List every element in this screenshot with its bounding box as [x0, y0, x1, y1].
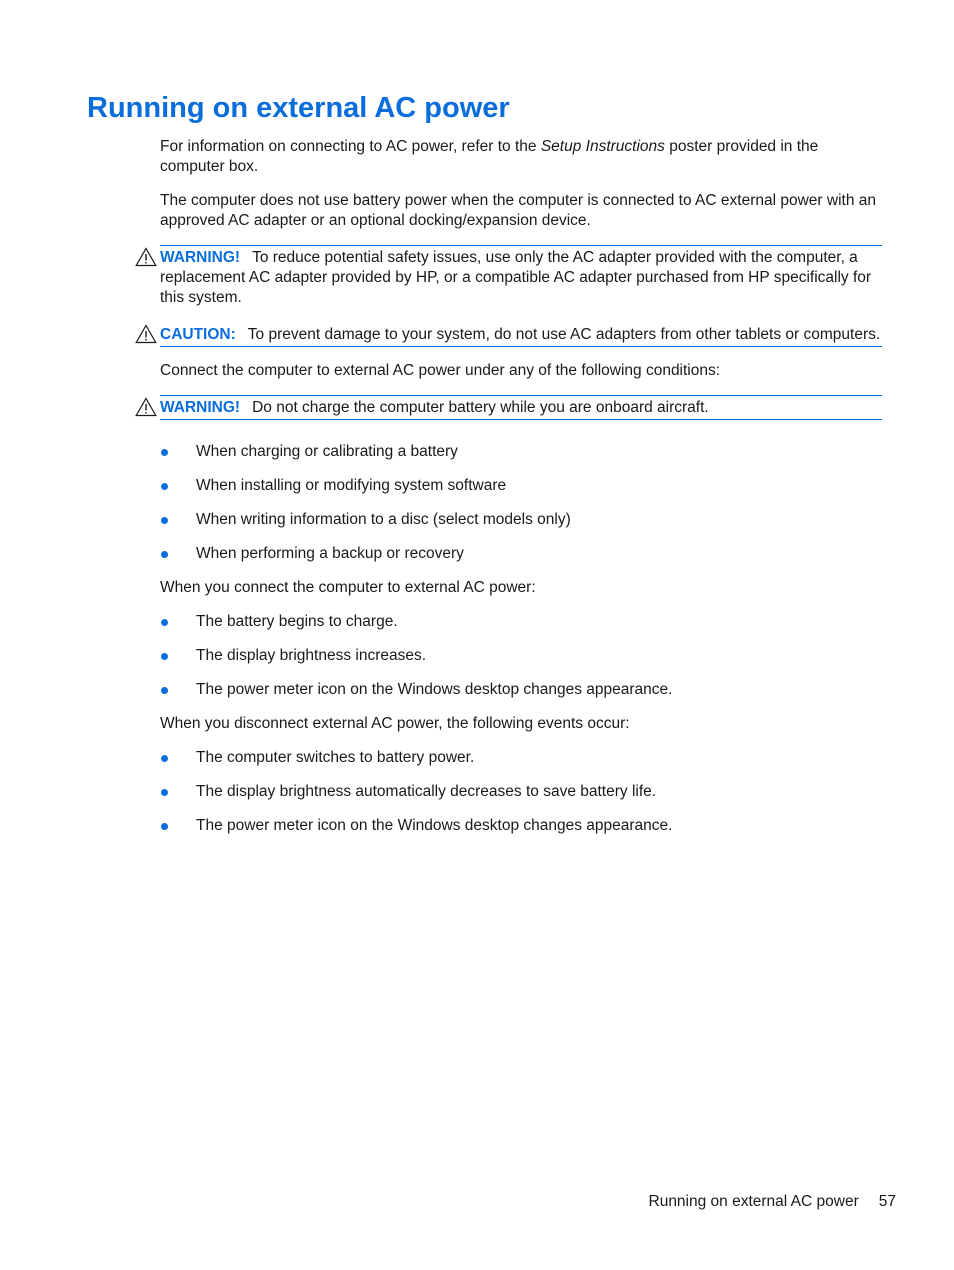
- list-item: When writing information to a disc (select models only): [160, 510, 882, 530]
- warning-triangle-icon: [135, 397, 157, 417]
- caution-note: [160, 323, 882, 347]
- caution-label: CAUTION:: [160, 326, 236, 343]
- bullet-dot-icon: [161, 823, 168, 830]
- caution-text: To prevent damage to your system, do not use AC adapters from other tablets or computers.: [247, 326, 881, 343]
- bullet-dot-icon: [161, 687, 168, 694]
- bullet-dot-icon: [161, 789, 168, 796]
- disconnect-list: [160, 748, 882, 836]
- footer-section-title: Running on external AC power: [648, 1193, 859, 1210]
- warning-note-aircraft: [160, 395, 882, 420]
- list-item: The power meter icon on the Windows desktop changes appearance.: [160, 816, 882, 836]
- warning-label: WARNING!: [160, 249, 241, 266]
- bullet-dot-icon: [161, 483, 168, 490]
- intro-text-before: For information on connecting to AC power, refer to the: [160, 138, 541, 155]
- bullet-dot-icon: [161, 755, 168, 762]
- bullet-dot-icon: [161, 551, 168, 558]
- bullet-dot-icon: [161, 449, 168, 456]
- list-item: The battery begins to charge.: [160, 612, 882, 632]
- list-item: When performing a backup or recovery: [160, 544, 882, 564]
- list-item: When charging or calibrating a battery: [160, 442, 882, 462]
- page-title: Running on external AC power: [87, 92, 510, 124]
- bullet-dot-icon: [161, 517, 168, 524]
- conditions-intro: Connect the computer to external AC power under any of the following conditions:: [160, 362, 721, 379]
- page-footer: [649, 1192, 897, 1212]
- warning-text: Do not charge the computer battery while you are onboard aircraft.: [252, 399, 709, 416]
- intro-paragraph-2: The computer does not use battery power when the computer is connected to AC external power with an approved AC adapter or an optional docking/expansion device.: [160, 192, 876, 229]
- intro-text-after: poster provided in the computer box.: [160, 138, 819, 175]
- warning-text: To reduce potential safety issues, use only the AC adapter provided with the computer, a replacement AC adapter provided by HP, or a compatible AC adapter purchased from HP specifically for this system.: [160, 249, 872, 306]
- list-item: The power meter icon on the Windows desktop changes appearance.: [160, 680, 882, 700]
- bullet-dot-icon: [161, 653, 168, 660]
- list-item: The display brightness increases.: [160, 646, 882, 666]
- page-number: 57: [878, 1193, 896, 1210]
- bullet-dot-icon: [161, 619, 168, 626]
- connect-intro: When you connect the computer to external AC power:: [160, 579, 536, 596]
- intro-paragraph-1: [160, 137, 882, 177]
- warning-triangle-icon: [135, 324, 157, 344]
- disconnect-intro: When you disconnect external AC power, the following events occur:: [160, 715, 630, 732]
- warning-note-safety: [160, 245, 882, 309]
- list-item: The display brightness automatically decreases to save battery life.: [160, 782, 882, 802]
- conditions-list: [160, 442, 882, 564]
- list-item: The computer switches to battery power.: [160, 748, 882, 768]
- setup-instructions-emphasis: Setup Instructions: [540, 138, 665, 155]
- list-item: When installing or modifying system software: [160, 476, 882, 496]
- warning-label: WARNING!: [160, 399, 241, 416]
- connect-list: [160, 612, 882, 700]
- warning-triangle-icon: [135, 247, 157, 267]
- main-content: [160, 137, 882, 850]
